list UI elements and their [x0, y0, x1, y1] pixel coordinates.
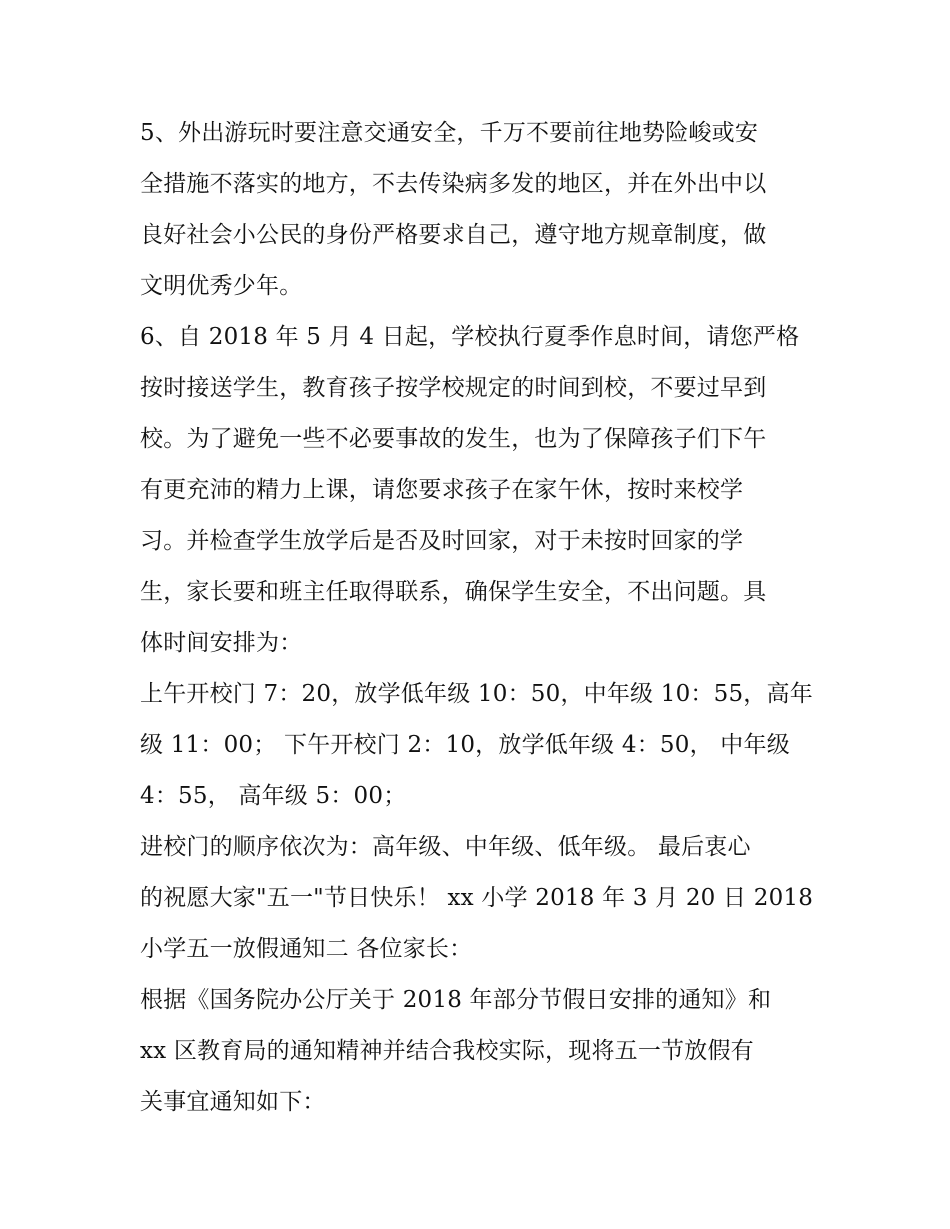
text-line: 校。为了避免一些不必要事故的发生，也为了保障孩子们下午 [140, 426, 767, 452]
text-line: 体时间安排为： [140, 630, 303, 656]
text-line: 习。并检查学生放学后是否及时回家，对于未按时回家的学 [140, 528, 744, 554]
text-line: 文明优秀少年。 [140, 273, 303, 299]
text-line: 上午开校门 7：20，放学低年级 10：50，中年级 10：55，高年 [140, 681, 813, 707]
text-line: 有更充沛的精力上课，请您要求孩子在家午休，按时来校学 [140, 477, 744, 503]
text-line: 进校门的顺序依次为：高年级、中年级、低年级。 最后衷心 [140, 834, 751, 860]
text-line: 关事宜通知如下： [140, 1089, 326, 1115]
text-line: 小学五一放假通知二 各位家长： [140, 936, 473, 962]
text-line: 按时接送学生，教育孩子按学校规定的时间到校，不要过早到 [140, 375, 767, 401]
text-line: 4：55， 高年级 5：00； [140, 783, 407, 809]
text-line: 良好社会小公民的身份严格要求自己，遵守地方规章制度，做 [140, 222, 767, 248]
text-line: 全措施不落实的地方，不去传染病多发的地区，并在外出中以 [140, 171, 767, 197]
text-line: 5、外出游玩时要注意交通安全，千万不要前往地势险峻或安 [140, 120, 759, 146]
text-line: 生，家长要和班主任取得联系，确保学生安全，不出问题。具 [140, 579, 767, 605]
text-line: 的祝愿大家"五一"节日快乐！ xx 小学 2018 年 3 月 20 日 2018 [140, 885, 814, 911]
text-line: xx 区教育局的通知精神并结合我校实际，现将五一节放假有 [140, 1038, 754, 1064]
text-line: 级 11：00； 下午开校门 2：10，放学低年级 4：50， 中年级 [140, 732, 790, 758]
text-line: 根据《国务院办公厅关于 2018 年部分节假日安排的通知》和 [140, 987, 772, 1013]
text-line: 6、自 2018 年 5 月 4 日起，学校执行夏季作息时间，请您严格 [140, 324, 800, 350]
document-body [140, 108, 820, 1128]
